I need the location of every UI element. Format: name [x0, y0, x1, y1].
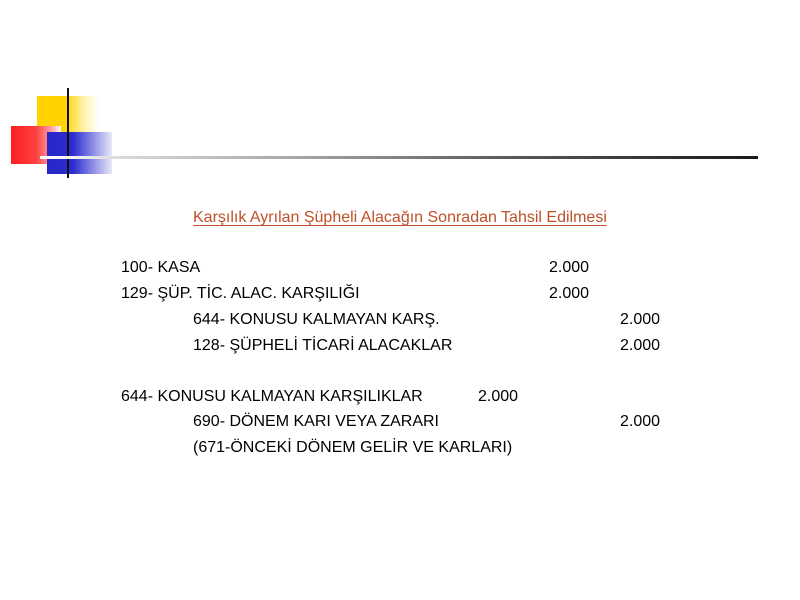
entry2-note: (671-ÖNCEKİ DÖNEM GELİR VE KARLARI)	[193, 439, 513, 456]
entry2-debit-amount: 2.000	[478, 388, 519, 405]
entry1-credit-amount-1: 2.000	[620, 311, 661, 328]
entry1-debit-amount-2: 2.000	[549, 285, 590, 302]
entry1-credit-amount-2: 2.000	[620, 337, 661, 354]
entry1-credit-account-2: 128- ŞÜPHELİ TİCARİ ALACAKLAR	[193, 337, 453, 354]
entry2-debit-account: 644- KONUSU KALMAYAN KARŞILIKLAR	[121, 388, 423, 405]
decor-vertical-line	[67, 88, 69, 178]
entry1-debit-account-2: 129- ŞÜP. TİC. ALAC. KARŞILIĞI	[121, 285, 360, 302]
slide-title: Karşılık Ayrılan Şüpheli Alacağın Sonradan Tahsil Edilmesi	[193, 209, 607, 226]
entry1-debit-account-1: 100- KASA	[121, 259, 201, 276]
entry2-credit-account: 690- DÖNEM KARI VEYA ZARARI	[193, 413, 439, 430]
entry1-credit-account-1: 644- KONUSU KALMAYAN KARŞ.	[193, 311, 440, 328]
entry1-debit-amount-1: 2.000	[549, 259, 590, 276]
decor-horizontal-line	[40, 156, 758, 159]
decor-blue-square	[47, 132, 112, 174]
entry2-credit-amount: 2.000	[620, 413, 661, 430]
